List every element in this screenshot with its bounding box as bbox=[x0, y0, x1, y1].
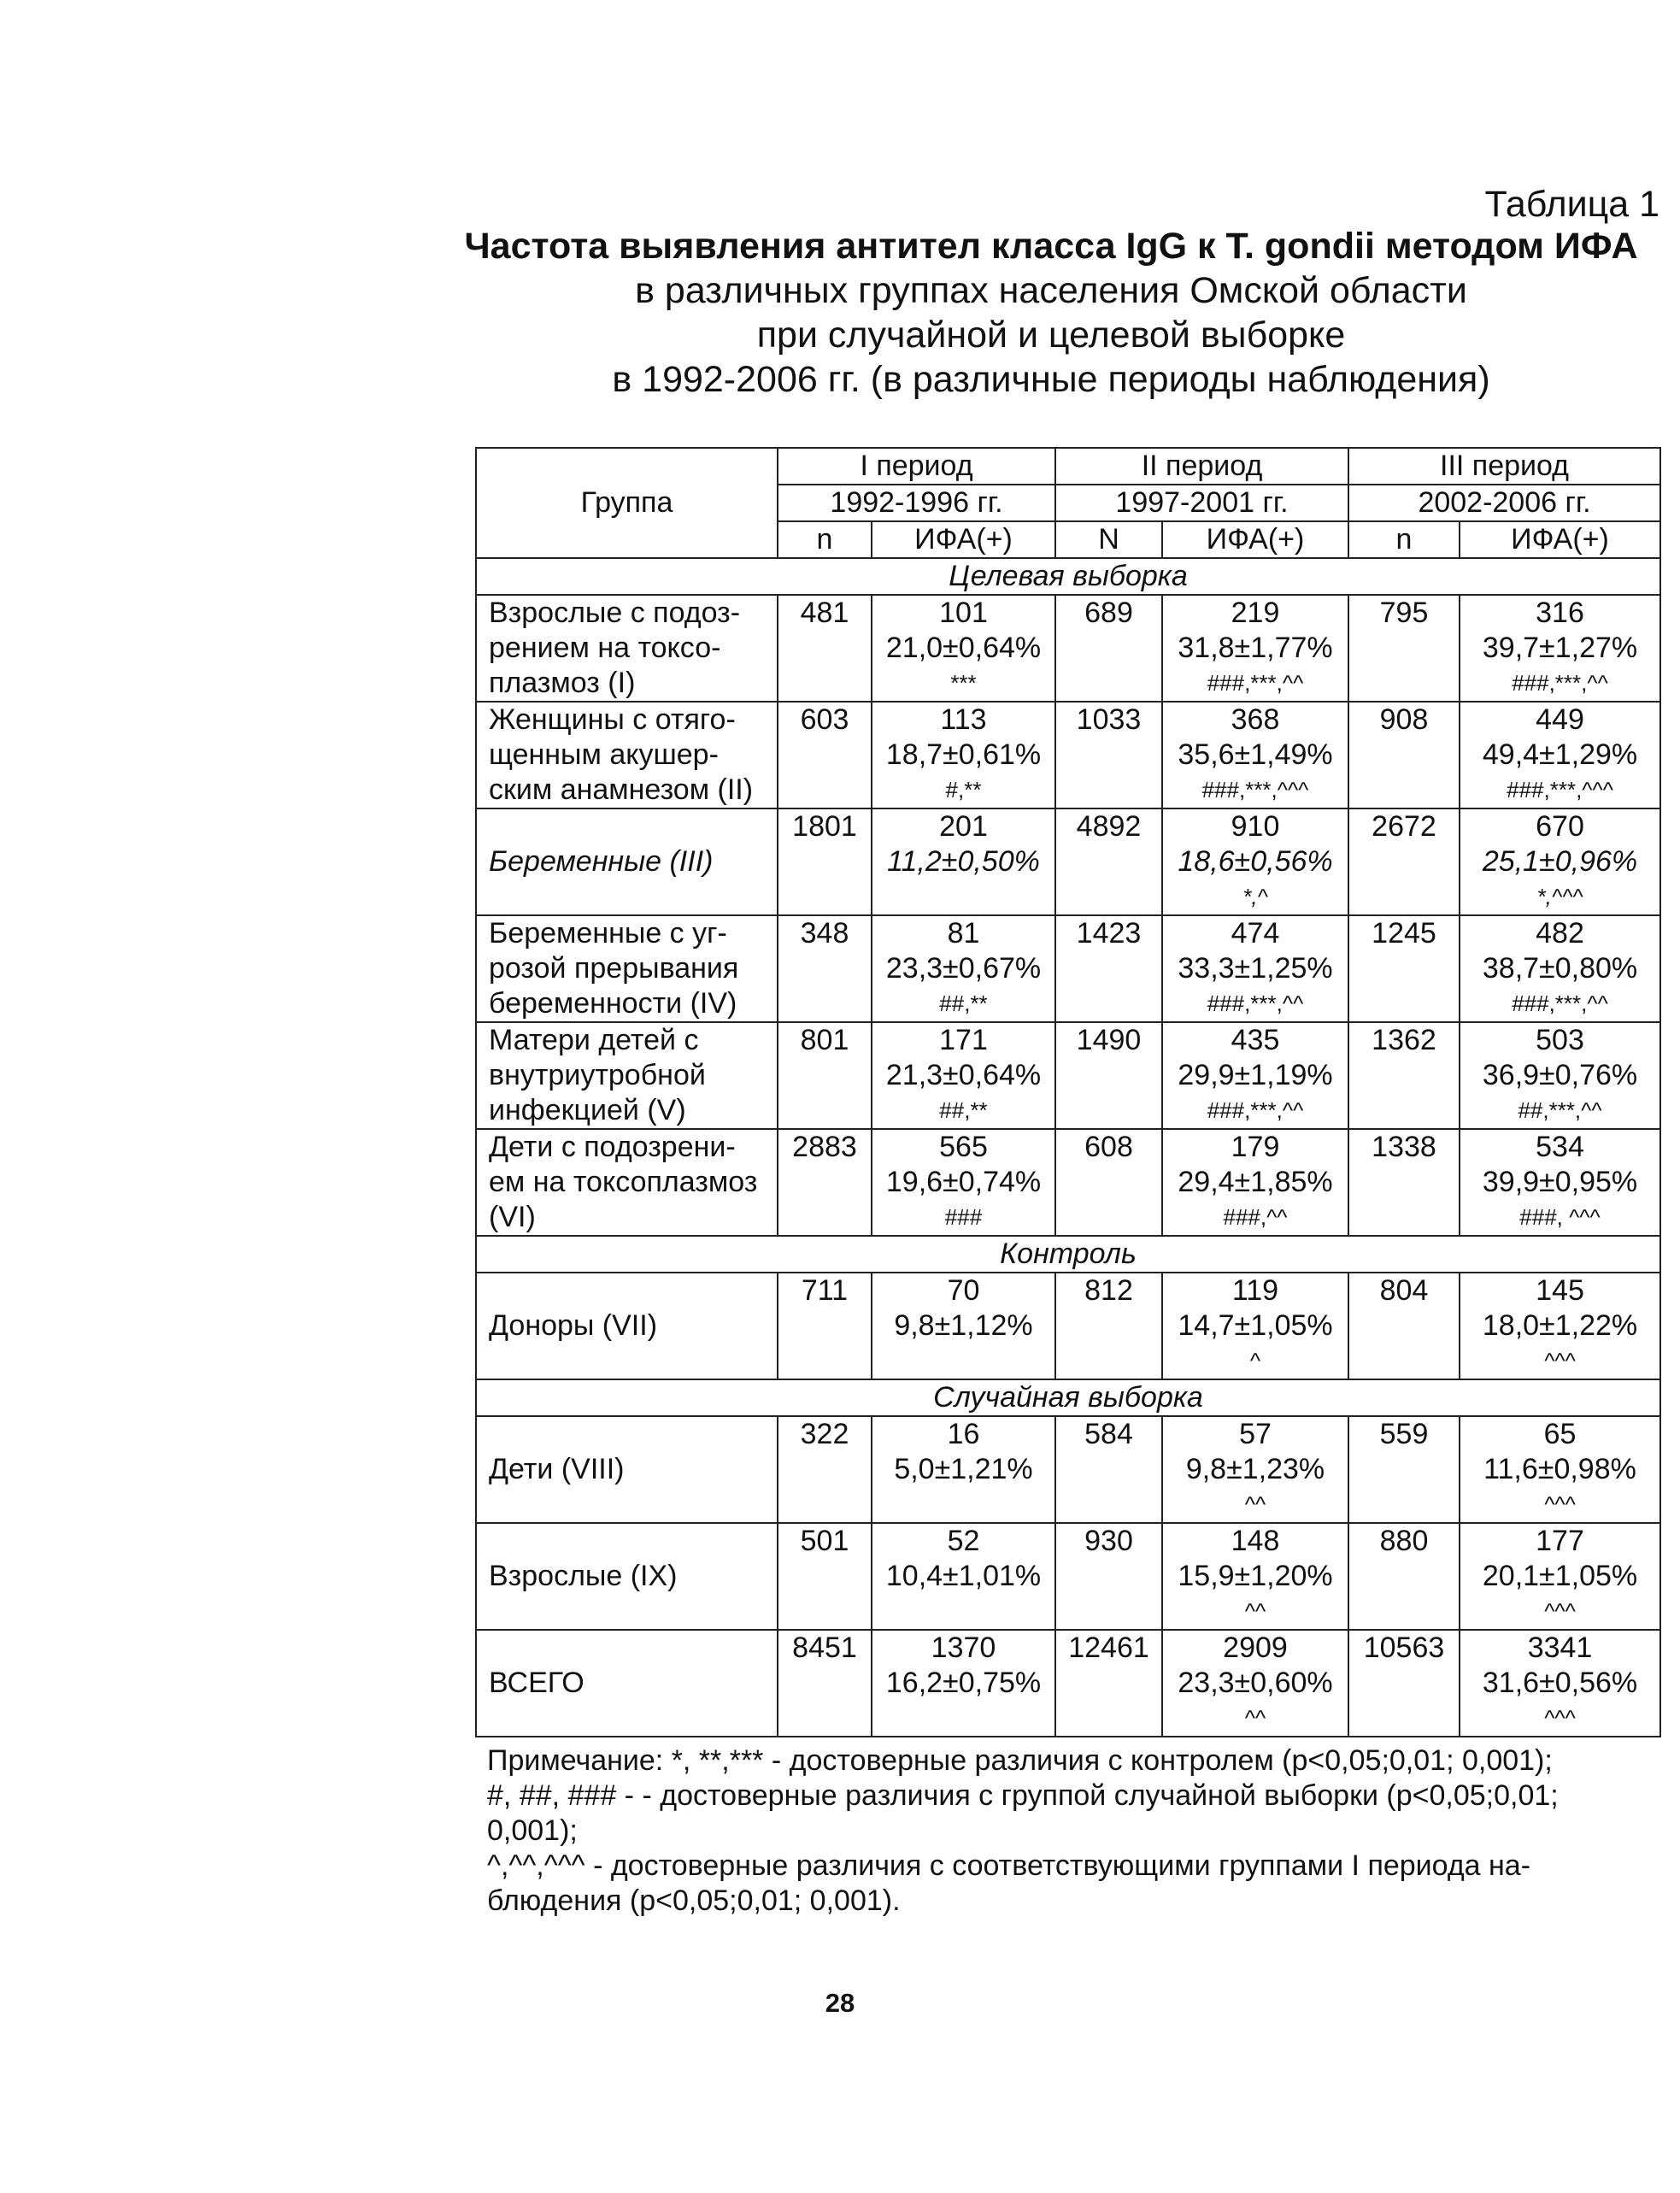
ifa-count: 2909 bbox=[1223, 1632, 1288, 1664]
ifa-percent: 15,9±1,20% bbox=[1178, 1560, 1333, 1592]
ifa-significance: #,** bbox=[945, 777, 982, 803]
header-years-3: 2002-2006 гг. bbox=[1348, 485, 1660, 521]
ifa-percent: 18,7±0,61% bbox=[885, 738, 1042, 771]
cell-n: 4892 bbox=[1055, 808, 1162, 915]
cell-n: 930 bbox=[1055, 1523, 1162, 1630]
ifa-percent: 38,7±0,80% bbox=[1482, 952, 1638, 985]
ifa-percent: 11,6±0,98% bbox=[1483, 1453, 1636, 1485]
ifa-percent: 23,3±0,67% bbox=[885, 952, 1042, 985]
row-group bbox=[476, 1630, 778, 1737]
ifa-percent: 35,6±1,49% bbox=[1178, 738, 1333, 771]
ifa-count: 316 bbox=[1536, 597, 1584, 629]
ifa-count: 474 bbox=[1231, 917, 1280, 950]
cell-n: 804 bbox=[1348, 1273, 1460, 1379]
group-label-line: Дети (VIII) bbox=[489, 1453, 625, 1485]
cell-n: 908 bbox=[1348, 702, 1460, 808]
ifa-count: 119 bbox=[1231, 1274, 1279, 1307]
cell-n: 608 bbox=[1055, 1129, 1162, 1236]
cell-ifa bbox=[872, 915, 1055, 1022]
ifa-count: 101 bbox=[939, 597, 988, 629]
note-line: #, ##, ### - - достоверные различия с группой случайной выборки (р<0,05;0,01; bbox=[487, 1779, 1559, 1812]
ifa-count: 179 bbox=[1231, 1131, 1280, 1163]
ifa-count: 177 bbox=[1536, 1525, 1584, 1557]
header-ifa: ИФА(+) bbox=[1162, 521, 1348, 558]
row-group bbox=[476, 1273, 778, 1379]
note-line: блюдения (р<0,05;0,01; 0,001). bbox=[487, 1884, 901, 1917]
ifa-significance: *** bbox=[950, 670, 977, 696]
group-label-line: рением на токсо- bbox=[489, 632, 721, 664]
ifa-percent: 31,6±0,56% bbox=[1482, 1667, 1638, 1699]
cell-ifa bbox=[1162, 702, 1348, 808]
ifa-percent: 19,6±0,74% bbox=[885, 1166, 1042, 1198]
ifa-percent: 18,0±1,22% bbox=[1482, 1309, 1638, 1342]
cell-n: 584 bbox=[1055, 1416, 1162, 1523]
cell-n: 501 bbox=[778, 1523, 872, 1630]
ifa-count: 368 bbox=[1231, 703, 1280, 736]
group-label-line: ским анамнезом (II) bbox=[489, 773, 754, 806]
note-line: ^,^^,^^^ - достоверные различия с соответствующими группами I периода на- bbox=[487, 1849, 1531, 1882]
title-line: в различных группах населения Омской области bbox=[635, 270, 1467, 311]
cell-n: 711 bbox=[778, 1273, 872, 1379]
ifa-count: 565 bbox=[939, 1131, 988, 1163]
ifa-significance: ###,***,^^ bbox=[1512, 670, 1608, 696]
ifa-significance: ##,***,^^ bbox=[1518, 1097, 1602, 1123]
cell-n: 1245 bbox=[1348, 915, 1460, 1022]
ifa-significance: ###,***,^^ bbox=[1207, 1097, 1304, 1123]
cell-ifa bbox=[1162, 1273, 1348, 1379]
header-n: n bbox=[778, 521, 872, 558]
title-line: при случайной и целевой выборке bbox=[756, 315, 1346, 356]
cell-ifa bbox=[872, 808, 1055, 915]
title-line: в 1992-2006 гг. (в различные периоды наблюдения) bbox=[612, 359, 1490, 400]
group-label-line: внутриутробной bbox=[489, 1059, 706, 1091]
ifa-significance: ##,** bbox=[939, 991, 988, 1016]
ifa-significance: ^^ bbox=[1244, 1491, 1266, 1517]
cell-ifa bbox=[1460, 595, 1660, 702]
title-line: Частота выявления антител класса IgG к T. gondii методом ИФА bbox=[464, 226, 1638, 267]
ifa-percent: 39,7±1,27% bbox=[1482, 632, 1638, 664]
cell-n: 10563 bbox=[1348, 1630, 1460, 1737]
cell-n: 880 bbox=[1348, 1523, 1460, 1630]
ifa-percent: 18,6±0,56% bbox=[1178, 845, 1333, 878]
cell-n: 1423 bbox=[1055, 915, 1162, 1022]
cell-n: 2883 bbox=[778, 1129, 872, 1236]
header-ifa: ИФА(+) bbox=[1460, 521, 1660, 558]
ifa-count: 113 bbox=[940, 703, 987, 736]
header-years-2: 1997-2001 гг. bbox=[1055, 485, 1348, 521]
section-title: Контроль bbox=[476, 1236, 1660, 1273]
ifa-count: 171 bbox=[939, 1024, 988, 1056]
table-row bbox=[476, 1630, 1660, 1737]
cell-ifa bbox=[1460, 702, 1660, 808]
ifa-significance: *,^^^ bbox=[1536, 884, 1583, 909]
ifa-percent: 20,1±1,05% bbox=[1482, 1560, 1638, 1592]
cell-ifa bbox=[1460, 1523, 1660, 1630]
group-label-line: Женщины с отяго- bbox=[489, 703, 736, 736]
ifa-percent: 16,2±0,75% bbox=[885, 1667, 1042, 1699]
ifa-percent: 29,9±1,19% bbox=[1178, 1059, 1333, 1091]
ifa-significance: ###,***,^^ bbox=[1207, 670, 1304, 696]
table-row bbox=[476, 1273, 1660, 1379]
cell-n: 8451 bbox=[778, 1630, 872, 1737]
ifa-count: 70 bbox=[947, 1274, 980, 1307]
table-row bbox=[476, 702, 1660, 808]
ifa-percent: 25,1±0,96% bbox=[1482, 845, 1638, 878]
cell-n: 689 bbox=[1055, 595, 1162, 702]
data-table bbox=[475, 447, 1661, 1737]
page-number: 28 bbox=[825, 1988, 855, 2018]
note-line: 0,001); bbox=[487, 1814, 578, 1847]
cell-n: 1490 bbox=[1055, 1022, 1162, 1129]
row-group bbox=[476, 915, 778, 1022]
cell-n: 1033 bbox=[1055, 702, 1162, 808]
ifa-count: 910 bbox=[1231, 810, 1280, 843]
header-group: Группа bbox=[476, 448, 778, 558]
ifa-percent: 23,3±0,60% bbox=[1178, 1667, 1333, 1699]
cell-ifa bbox=[1162, 595, 1348, 702]
ifa-percent: 21,3±0,64% bbox=[885, 1059, 1042, 1091]
group-label-line: Матери детей с bbox=[489, 1024, 699, 1056]
table-number: Таблица 1 bbox=[1484, 184, 1659, 225]
ifa-percent: 14,7±1,05% bbox=[1178, 1309, 1333, 1342]
header-period-3: III период bbox=[1348, 448, 1660, 485]
table-row bbox=[476, 1523, 1660, 1630]
cell-ifa bbox=[1162, 1523, 1348, 1630]
table-row bbox=[476, 1022, 1660, 1129]
ifa-percent: 21,0±0,64% bbox=[885, 632, 1042, 664]
ifa-count: 219 bbox=[1231, 597, 1280, 629]
cell-ifa bbox=[1162, 808, 1348, 915]
cell-ifa bbox=[872, 1523, 1055, 1630]
group-label-line: беременности (IV) bbox=[489, 987, 737, 1020]
ifa-count: 482 bbox=[1536, 917, 1584, 950]
cell-n: 1338 bbox=[1348, 1129, 1460, 1236]
header-years-1: 1992-1996 гг. bbox=[778, 485, 1055, 521]
ifa-significance: ###,***,^^^ bbox=[1201, 777, 1309, 803]
row-group bbox=[476, 702, 778, 808]
ifa-percent: 11,2±0,50% bbox=[887, 845, 1040, 878]
ifa-count: 57 bbox=[1239, 1418, 1272, 1450]
group-label-line: Беременные с уг- bbox=[489, 917, 727, 950]
header-ifa: ИФА(+) bbox=[872, 521, 1055, 558]
row-group bbox=[476, 1523, 778, 1630]
cell-ifa bbox=[1162, 1630, 1348, 1737]
cell-n: 2672 bbox=[1348, 808, 1460, 915]
table-row bbox=[476, 1416, 1660, 1523]
cell-ifa bbox=[872, 1273, 1055, 1379]
cell-ifa bbox=[1460, 915, 1660, 1022]
group-label-line: плазмоз (I) bbox=[489, 667, 636, 699]
ifa-significance: ###,***,^^ bbox=[1512, 991, 1608, 1016]
table-note bbox=[487, 1743, 1658, 1919]
ifa-count: 16 bbox=[947, 1418, 980, 1450]
cell-ifa bbox=[872, 595, 1055, 702]
row-group bbox=[476, 1129, 778, 1236]
ifa-percent: 31,8±1,77% bbox=[1178, 632, 1333, 664]
cell-ifa bbox=[872, 1022, 1055, 1129]
cell-ifa bbox=[872, 1129, 1055, 1236]
group-label-line: Дети с подозрени- bbox=[489, 1131, 736, 1163]
group-label-line: Взрослые с подоз- bbox=[489, 597, 741, 629]
cell-ifa bbox=[1460, 1630, 1660, 1737]
ifa-significance: ###, ^^^ bbox=[1519, 1204, 1601, 1230]
ifa-significance: ###,***,^^^ bbox=[1507, 777, 1613, 803]
cell-ifa bbox=[1460, 1416, 1660, 1523]
ifa-significance: ^^ bbox=[1244, 1705, 1266, 1731]
ifa-percent: 9,8±1,23% bbox=[1185, 1453, 1325, 1485]
cell-ifa bbox=[872, 1416, 1055, 1523]
ifa-count: 534 bbox=[1536, 1131, 1584, 1163]
section-title: Целевая выборка bbox=[476, 558, 1660, 595]
note-line: Примечание: *, **,*** - достоверные различия с контролем (р<0,05;0,01; 0,001); bbox=[487, 1744, 1553, 1777]
cell-n: 812 bbox=[1055, 1273, 1162, 1379]
ifa-count: 65 bbox=[1543, 1418, 1577, 1450]
ifa-significance: ### bbox=[944, 1204, 983, 1230]
cell-ifa bbox=[1460, 808, 1660, 915]
group-label-line: инфекцией (V) bbox=[489, 1094, 686, 1126]
cell-ifa bbox=[872, 702, 1055, 808]
ifa-significance: ###,***,^^ bbox=[1207, 991, 1304, 1016]
table-row bbox=[476, 595, 1660, 702]
cell-n: 12461 bbox=[1055, 1630, 1162, 1737]
cell-ifa bbox=[1162, 1416, 1348, 1523]
cell-n: 1801 bbox=[778, 808, 872, 915]
header-period-2: II период bbox=[1055, 448, 1348, 485]
cell-n: 559 bbox=[1348, 1416, 1460, 1523]
cell-ifa bbox=[1162, 1022, 1348, 1129]
row-group bbox=[476, 808, 778, 915]
header-period-1: I период bbox=[778, 448, 1055, 485]
ifa-significance: ###,^^ bbox=[1223, 1204, 1288, 1230]
cell-n: 481 bbox=[778, 595, 872, 702]
ifa-significance: *,^ bbox=[1242, 884, 1268, 909]
cell-n: 795 bbox=[1348, 595, 1460, 702]
ifa-count: 670 bbox=[1536, 810, 1584, 843]
ifa-count: 201 bbox=[939, 810, 988, 843]
ifa-significance: ^ bbox=[1249, 1348, 1261, 1373]
cell-ifa bbox=[1460, 1022, 1660, 1129]
ifa-count: 145 bbox=[1536, 1274, 1584, 1307]
row-group bbox=[476, 595, 778, 702]
ifa-percent: 9,8±1,12% bbox=[894, 1309, 1033, 1342]
ifa-count: 503 bbox=[1536, 1024, 1584, 1056]
ifa-count: 52 bbox=[947, 1525, 980, 1557]
ifa-percent: 5,0±1,21% bbox=[894, 1453, 1033, 1485]
group-label-line: щенным акушер- bbox=[489, 738, 719, 771]
ifa-significance: ^^^ bbox=[1544, 1598, 1576, 1624]
ifa-percent: 36,9±0,76% bbox=[1482, 1059, 1638, 1091]
header-n: N bbox=[1055, 521, 1162, 558]
row-group bbox=[476, 1416, 778, 1523]
table-row bbox=[476, 915, 1660, 1022]
cell-ifa bbox=[872, 1630, 1055, 1737]
cell-n: 603 bbox=[778, 702, 872, 808]
table-row bbox=[476, 808, 1660, 915]
group-label-line: (VI) bbox=[489, 1201, 536, 1233]
group-label-line: Беременные (III) bbox=[489, 845, 714, 878]
ifa-count: 1370 bbox=[931, 1632, 996, 1664]
ifa-percent: 33,3±1,25% bbox=[1178, 952, 1333, 985]
group-label-line: Доноры (VII) bbox=[489, 1309, 658, 1342]
ifa-percent: 49,4±1,29% bbox=[1482, 738, 1638, 771]
section-title: Случайная выборка bbox=[476, 1379, 1660, 1416]
ifa-percent: 39,9±0,95% bbox=[1482, 1166, 1638, 1198]
ifa-significance: ^^^ bbox=[1544, 1491, 1576, 1517]
cell-n: 801 bbox=[778, 1022, 872, 1129]
ifa-significance: ^^^ bbox=[1544, 1348, 1576, 1373]
ifa-percent: 10,4±1,01% bbox=[885, 1560, 1042, 1592]
group-label-line: ем на токсоплазмоз bbox=[489, 1166, 758, 1198]
table-row bbox=[476, 1129, 1660, 1236]
ifa-count: 148 bbox=[1231, 1525, 1280, 1557]
ifa-count: 81 bbox=[947, 917, 980, 950]
cell-n: 1362 bbox=[1348, 1022, 1460, 1129]
group-label-line: ВСЕГО bbox=[489, 1667, 584, 1699]
ifa-count: 435 bbox=[1231, 1024, 1280, 1056]
table-title bbox=[444, 224, 1658, 402]
header-n: n bbox=[1348, 521, 1460, 558]
cell-ifa bbox=[1460, 1129, 1660, 1236]
ifa-significance: ##,** bbox=[939, 1097, 988, 1123]
cell-n: 348 bbox=[778, 915, 872, 1022]
ifa-significance: ^^ bbox=[1244, 1598, 1266, 1624]
ifa-count: 449 bbox=[1536, 703, 1584, 736]
cell-ifa bbox=[1162, 915, 1348, 1022]
row-group bbox=[476, 1022, 778, 1129]
cell-n: 322 bbox=[778, 1416, 872, 1523]
ifa-significance: ^^^ bbox=[1544, 1705, 1576, 1731]
ifa-percent: 29,4±1,85% bbox=[1178, 1166, 1333, 1198]
cell-ifa bbox=[1460, 1273, 1660, 1379]
ifa-count: 3341 bbox=[1527, 1632, 1593, 1664]
group-label-line: Взрослые (IX) bbox=[489, 1560, 678, 1592]
group-label-line: розой прерывания bbox=[489, 952, 739, 985]
cell-ifa bbox=[1162, 1129, 1348, 1236]
